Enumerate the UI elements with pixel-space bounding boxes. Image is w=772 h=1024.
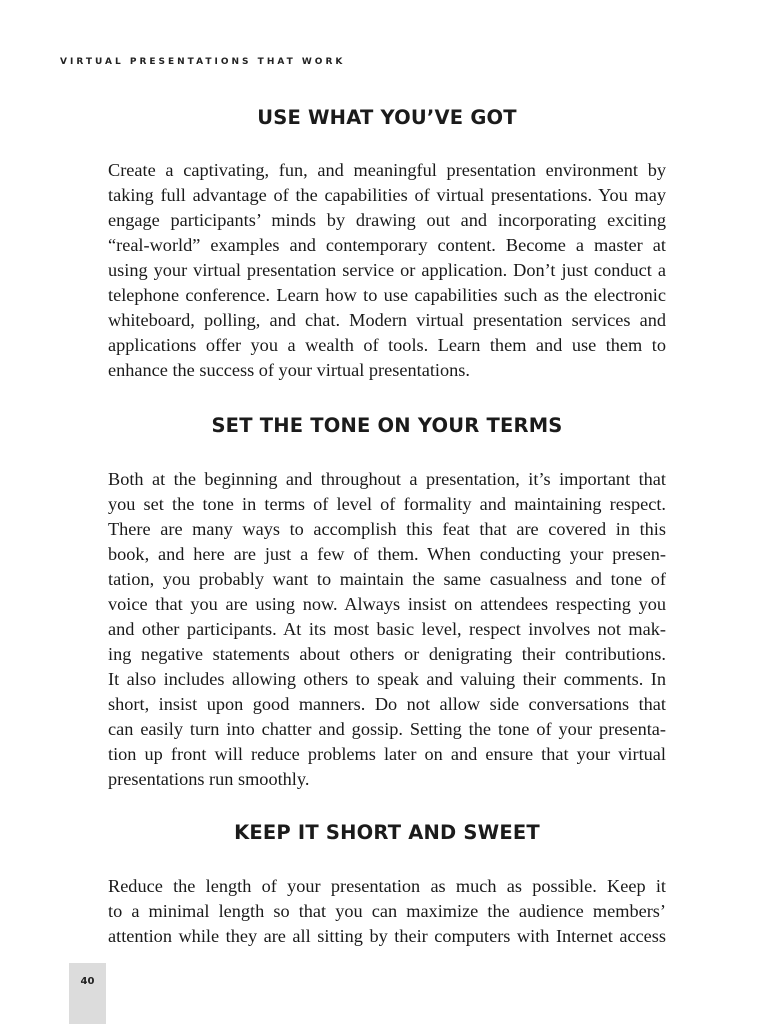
text-line: “real-world” examples and contemporary content. Become a master at: [108, 235, 666, 255]
section-body-use-what-youve-got: [108, 158, 666, 383]
text-line: you set the tone in terms of level of formality and maintaining respect.: [108, 494, 666, 514]
text-line: taking full advantage of the capabilities of virtual presentations. You may: [108, 185, 666, 205]
text-line: enhance the success of your virtual presentations.: [108, 360, 470, 380]
text-line: Both at the beginning and throughout a presentation, it’s important that: [108, 469, 666, 489]
section-heading-keep-it-short: KEEP IT SHORT AND SWEET: [234, 821, 540, 844]
text-line: attention while they are all sitting by their computers with Internet access: [108, 926, 666, 946]
text-line: presentations run smoothly.: [108, 769, 310, 789]
section-body-keep-it-short: [108, 874, 666, 949]
text-line: tion up front will reduce problems later on and ensure that your virtual: [108, 744, 666, 764]
text-line: voice that you are using now. Always insist on attendees respecting you: [108, 594, 666, 614]
text-line: Reduce the length of your presentation as much as possible. Keep it: [108, 876, 666, 896]
text-line: and other participants. At its most basic level, respect involves not mak-: [108, 619, 666, 639]
text-line: can easily turn into chatter and gossip. Setting the tone of your presenta-: [108, 719, 666, 739]
text-line: Create a captivating, fun, and meaningful presentation environment by: [108, 160, 666, 180]
text-line: ing negative statements about others or denigrating their contributions.: [108, 644, 666, 664]
section-heading-set-the-tone: SET THE TONE ON YOUR TERMS: [211, 414, 563, 437]
text-line: to a minimal length so that you can maximize the audience members’: [108, 901, 666, 921]
text-line: applications offer you a wealth of tools. Learn them and use them to: [108, 335, 666, 355]
section-body-set-the-tone: [108, 467, 666, 792]
text-line: There are many ways to accomplish this feat that are covered in this: [108, 519, 666, 539]
page-number-tab: [69, 963, 106, 1024]
text-line: using your virtual presentation service or application. Don’t just conduct a: [108, 260, 666, 280]
text-line: short, insist upon good manners. Do not allow side conversations that: [108, 694, 666, 714]
running-head: VIRTUAL PRESENTATIONS THAT WORK: [60, 57, 346, 67]
section-heading-use-what-youve-got: USE WHAT YOU’VE GOT: [257, 106, 517, 129]
page-number: 40: [80, 976, 95, 987]
text-line: book, and here are just a few of them. When conducting your presen-: [108, 544, 666, 564]
text-line: tation, you probably want to maintain the same casualness and tone of: [108, 569, 666, 589]
text-line: engage participants’ minds by drawing out and incorporating exciting: [108, 210, 666, 230]
text-line: It also includes allowing others to speak and valuing their comments. In: [108, 669, 666, 689]
text-line: telephone conference. Learn how to use capabilities such as the electronic: [108, 285, 666, 305]
text-line: whiteboard, polling, and chat. Modern virtual presentation services and: [108, 310, 666, 330]
